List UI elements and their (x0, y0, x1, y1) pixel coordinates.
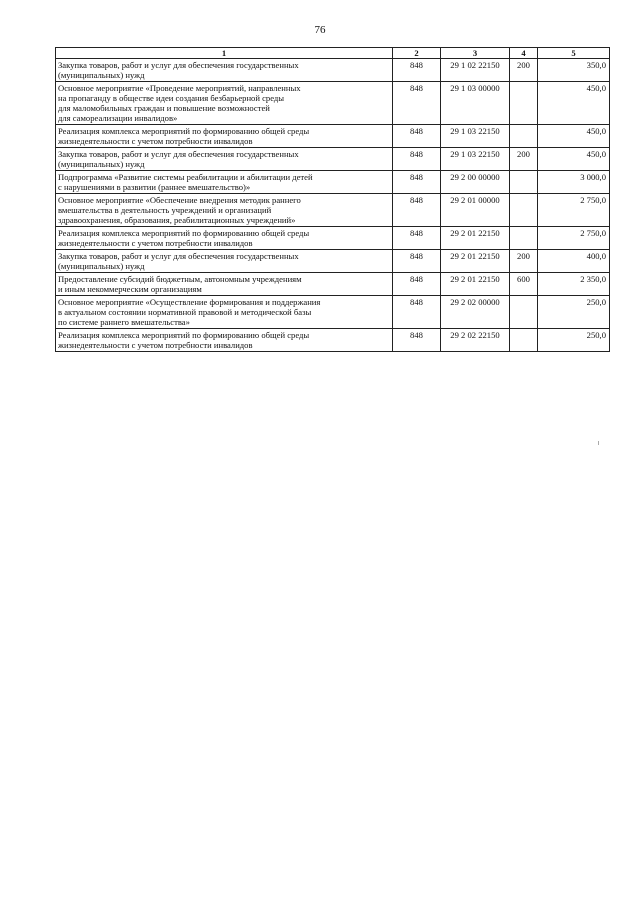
table-row (56, 125, 610, 148)
row-expense-type-cell (510, 329, 538, 352)
row-amount-cell: 250,0 (538, 296, 610, 329)
row-ministry-cell: 848 (393, 296, 441, 329)
row-name-cell (56, 148, 393, 171)
page-number: 76 (314, 24, 326, 36)
row-name-line: Реализация комплекса мероприятий по формированию общей среды (58, 330, 310, 340)
row-name-line: (муниципальных) нужд (58, 261, 145, 271)
scan-mark (598, 441, 599, 445)
row-name-line: (муниципальных) нужд (58, 70, 145, 80)
row-ministry-cell: 848 (393, 59, 441, 82)
table-row (56, 82, 610, 125)
header-col-amount: 5 (538, 48, 610, 59)
budget-table (55, 47, 610, 352)
row-ministry-cell: 848 (393, 148, 441, 171)
row-name-cell (56, 59, 393, 82)
row-ministry-cell: 848 (393, 194, 441, 227)
row-expense-type-cell: 200 (510, 250, 538, 273)
row-name-line: для маломобильных граждан и повышение возможностей (58, 103, 270, 113)
row-ministry-cell: 848 (393, 329, 441, 352)
header-col-ministry: 2 (393, 48, 441, 59)
row-amount-cell: 350,0 (538, 59, 610, 82)
table-row (56, 59, 610, 82)
row-name-line: и иным некоммерческим организациям (58, 284, 202, 294)
row-name-cell (56, 273, 393, 296)
row-name-line: Реализация комплекса мероприятий по формированию общей среды (58, 126, 310, 136)
row-name-line: жизнедеятельности с учетом потребности инвалидов (58, 136, 253, 146)
table-row (56, 148, 610, 171)
row-name-cell (56, 125, 393, 148)
row-name-line: Основное мероприятие «Осуществление формирования и поддержания (58, 297, 321, 307)
row-target-article-cell: 29 2 01 22150 (441, 273, 510, 296)
table-row (56, 194, 610, 227)
table-row (56, 273, 610, 296)
row-name-line: Основное мероприятие «Обеспечение внедрения методик раннего (58, 195, 301, 205)
row-name-line: в актуальном состоянии нормативной правовой и методической базы (58, 307, 312, 317)
row-expense-type-cell (510, 125, 538, 148)
row-name-line: с нарушениями в развитии (раннее вмешательство)» (58, 182, 251, 192)
row-name-line: Предоставление субсидий бюджетным, автономным учреждениям (58, 274, 302, 284)
row-target-article-cell: 29 2 01 22150 (441, 227, 510, 250)
row-name-line: для самореализации инвалидов» (58, 113, 178, 123)
header-col-name: 1 (56, 48, 393, 59)
row-name-cell (56, 329, 393, 352)
row-amount-cell: 400,0 (538, 250, 610, 273)
row-expense-type-cell: 600 (510, 273, 538, 296)
row-name-line: Закупка товаров, работ и услуг для обеспечения государственных (58, 60, 299, 70)
row-ministry-cell: 848 (393, 273, 441, 296)
row-expense-type-cell: 200 (510, 59, 538, 82)
row-expense-type-cell (510, 194, 538, 227)
row-name-cell (56, 227, 393, 250)
row-amount-cell: 2 750,0 (538, 194, 610, 227)
row-name-cell (56, 250, 393, 273)
row-target-article-cell: 29 1 03 22150 (441, 125, 510, 148)
row-amount-cell: 250,0 (538, 329, 610, 352)
row-name-cell (56, 82, 393, 125)
row-name-line: (муниципальных) нужд (58, 159, 145, 169)
row-target-article-cell: 29 1 02 22150 (441, 59, 510, 82)
row-name-line: по системе раннего вмешательства» (58, 317, 190, 327)
row-target-article-cell: 29 2 02 22150 (441, 329, 510, 352)
row-amount-cell: 2 350,0 (538, 273, 610, 296)
row-expense-type-cell (510, 227, 538, 250)
row-amount-cell: 2 750,0 (538, 227, 610, 250)
row-amount-cell: 450,0 (538, 125, 610, 148)
header-col-expense-type: 4 (510, 48, 538, 59)
row-name-line: Основное мероприятие «Проведение мероприятий, направленных (58, 83, 301, 93)
row-amount-cell: 450,0 (538, 148, 610, 171)
row-expense-type-cell: 200 (510, 148, 538, 171)
row-name-line: жизнедеятельности с учетом потребности инвалидов (58, 340, 253, 350)
row-target-article-cell: 29 2 01 00000 (441, 194, 510, 227)
table-body (56, 59, 610, 352)
row-target-article-cell: 29 1 03 00000 (441, 82, 510, 125)
row-target-article-cell: 29 1 03 22150 (441, 148, 510, 171)
row-name-line: Реализация комплекса мероприятий по формированию общей среды (58, 228, 310, 238)
row-ministry-cell: 848 (393, 227, 441, 250)
row-name-line: Закупка товаров, работ и услуг для обеспечения государственных (58, 251, 299, 261)
row-ministry-cell: 848 (393, 171, 441, 194)
row-target-article-cell: 29 2 02 00000 (441, 296, 510, 329)
row-name-cell (56, 194, 393, 227)
header-row (56, 48, 610, 59)
row-target-article-cell: 29 2 00 00000 (441, 171, 510, 194)
row-expense-type-cell (510, 171, 538, 194)
header-col-target-article: 3 (441, 48, 510, 59)
table-row (56, 296, 610, 329)
row-name-cell (56, 171, 393, 194)
row-expense-type-cell (510, 296, 538, 329)
row-ministry-cell: 848 (393, 82, 441, 125)
row-name-line: жизнедеятельности с учетом потребности инвалидов (58, 238, 253, 248)
row-target-article-cell: 29 2 01 22150 (441, 250, 510, 273)
row-name-line: Закупка товаров, работ и услуг для обеспечения государственных (58, 149, 299, 159)
row-name-line: здравоохранения, образования, реабилитационных учреждений» (58, 215, 296, 225)
row-amount-cell: 450,0 (538, 82, 610, 125)
row-ministry-cell: 848 (393, 125, 441, 148)
table-row (56, 250, 610, 273)
table-row (56, 227, 610, 250)
row-amount-cell: 3 000,0 (538, 171, 610, 194)
table-row (56, 171, 610, 194)
row-name-line: вмешательства в деятельность учреждений и организаций (58, 205, 272, 215)
table-header (56, 48, 610, 59)
row-name-cell (56, 296, 393, 329)
row-name-line: Подпрограмма «Развитие системы реабилитации и абилитации детей (58, 172, 313, 182)
row-name-line: на пропаганду в обществе идеи создания безбарьерной среды (58, 93, 285, 103)
row-ministry-cell: 848 (393, 250, 441, 273)
table-row (56, 329, 610, 352)
row-expense-type-cell (510, 82, 538, 125)
